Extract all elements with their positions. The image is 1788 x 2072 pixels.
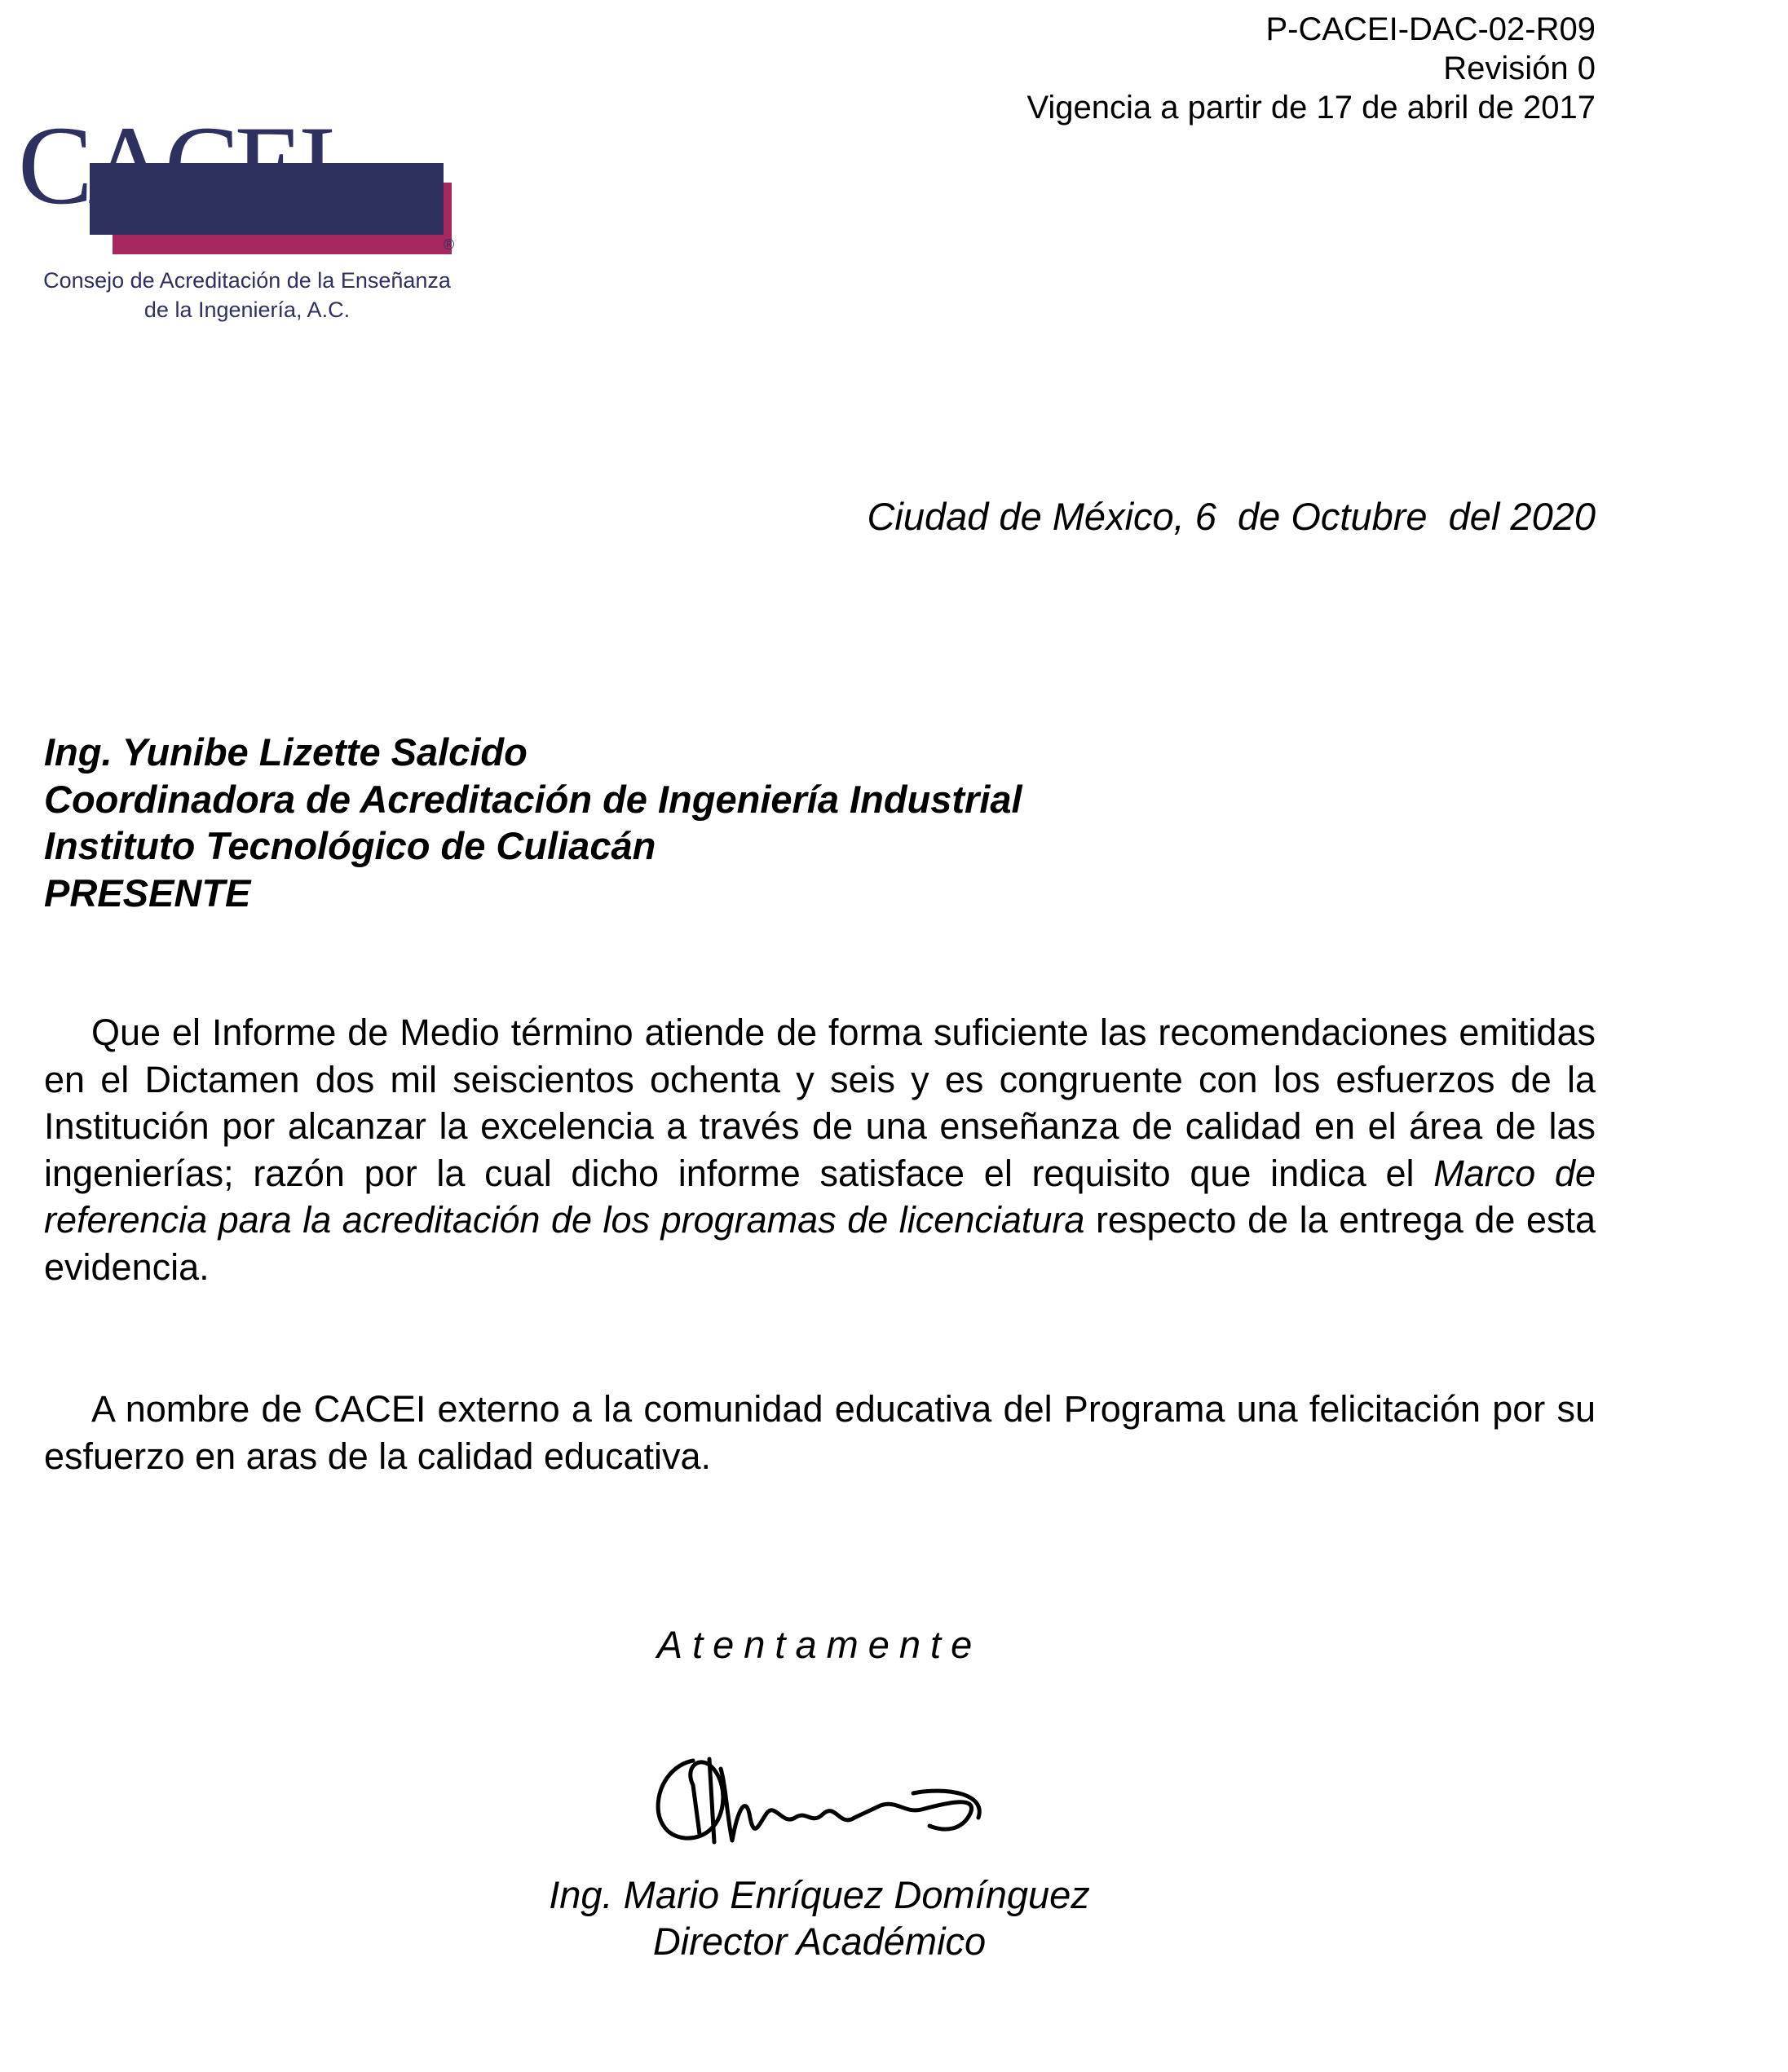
document-code: P-CACEI-DAC-02-R09: [1265, 11, 1596, 47]
registered-mark: ®: [444, 236, 455, 253]
recipient-salutation: PRESENTE: [44, 871, 251, 915]
recipient-block: [44, 729, 1022, 916]
signer-block: [0, 1871, 1639, 1964]
recipient-name: Ing. Yunibe Lizette Salcido: [44, 730, 528, 774]
handwritten-signature: [636, 1736, 1011, 1858]
logo-caption-line2: de la Ingeniería, A.C.: [143, 298, 351, 322]
validity-label: Vigencia a partir de 17 de abril de 2017: [1026, 90, 1596, 126]
logo-caption: [18, 266, 476, 324]
document-header: [862, 10, 1596, 127]
framework-reference: Marco de referencia para la acreditación de los programas de licenciatura: [44, 1152, 1596, 1241]
recipient-title: Coordinadora de Acreditación de Ingeniería Industrial: [44, 777, 1022, 821]
revision-label: Revisión 0: [1443, 51, 1596, 86]
body-paragraph-2: A nombre de CACEI externo a la comunidad educativa del Programa una felicitación por su esfuerzo en aras de la calidad educativa.: [44, 1388, 1596, 1477]
logo-wordmark: CACEI: [18, 103, 331, 227]
cacei-logo: [18, 103, 475, 326]
date-line: Ciudad de México, 6 de Octubre del 2020: [867, 495, 1596, 538]
body-paragraph-1: [44, 1009, 1596, 1290]
paragraph-1-end: respecto de la entrega de esta evidencia.: [44, 1199, 1596, 1288]
recipient-institution: Instituto Tecnológico de Culiacán: [44, 824, 656, 867]
logo-caption-line1: Consejo de Acreditación de la Enseñanza: [43, 268, 451, 293]
signer-position: Director Académico: [652, 1920, 987, 1963]
paragraph-1-text: Que el Informe de Medio término atiende de forma suficiente las recomendaciones emitidas en el Dictamen dos mil seiscientos ochenta y seis y es congruente con los esfuerzos de la Institución por alcanzar la excelencia a través de una enseñanza de calidad en el área de las ingenierías; razón por la cual dicho informe satisface el requisito que indica el: [44, 1012, 1596, 1194]
closing-line: Atentamente: [656, 1623, 982, 1666]
signer-name: Ing. Mario Enríquez Domínguez: [549, 1873, 1090, 1916]
